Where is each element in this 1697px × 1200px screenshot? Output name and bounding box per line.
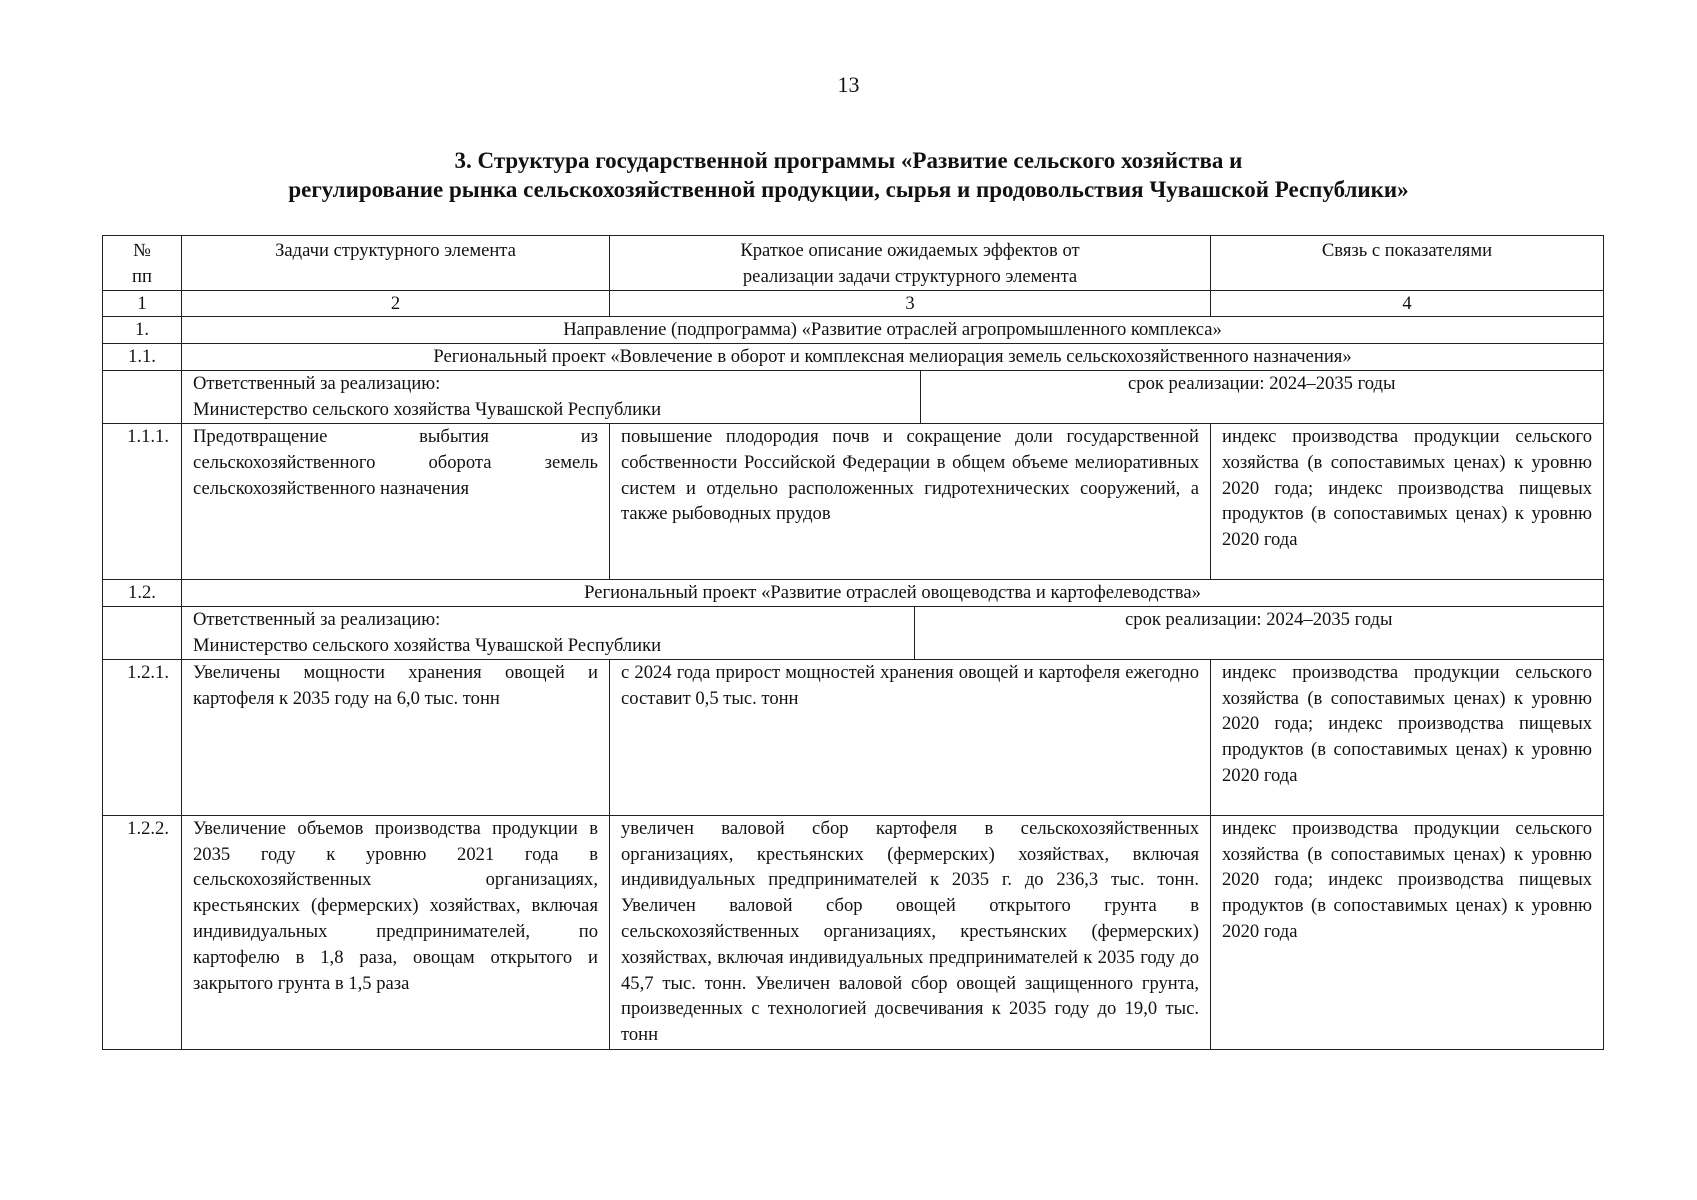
column-number: 2 <box>182 290 610 317</box>
project-responsible-row <box>103 606 1604 659</box>
task-number: 1.1.1. <box>103 423 182 579</box>
responsible-label: Ответственный за реализацию: <box>193 372 441 394</box>
project-responsible-row <box>103 370 1604 423</box>
responsible-cell <box>182 606 1604 659</box>
header-number <box>103 236 182 291</box>
column-number: 3 <box>610 290 1211 317</box>
project-number: 1.2. <box>103 579 182 606</box>
task-description: Увеличение объемов производства продукции в 2035 году к уровню 2021 года в сельскохозяйственных организациях, крестьянских (фермерских) хозяйствах, включая индивидуальных предпринимателей, по картофелю в 1,8 раза, овощам открытого и закрытого грунта в 1,5 раза <box>182 815 610 1049</box>
empty-cell <box>103 606 182 659</box>
project-title: Региональный проект «Вовлечение в оборот и комплексная мелиорация земель сельскохозяйственного назначения» <box>182 344 1604 371</box>
task-row <box>103 423 1604 579</box>
responsible-name: Министерство сельского хозяйства Чувашской Республики <box>193 634 662 656</box>
task-effect: увеличен валовой сбор картофеля в сельскохозяйственных организациях, крестьянских (фермерских) хозяйствах, включая индивидуальных предпринимателей к 2035 г. до 236,3 тыс. тонн. Увеличен валовой сбор овощей открытого грунта в сельскохозяйственных организациях, крестьянских (фермерских) хозяйствах, включая индивидуальных предпринимателей к 2035 году до 45,7 тыс. тонн. Увеличен валовой сбор овощей защищенного грунта, произведенных с технологией досвечивания к 2035 году до 19,0 тыс. тонн <box>610 815 1211 1049</box>
responsible-inner-table <box>182 607 1603 659</box>
column-numbers-row <box>103 290 1604 317</box>
header-effects <box>610 236 1211 291</box>
task-description: Предотвращение выбытия из сельскохозяйственного оборота земель сельскохозяйственного назначения <box>182 423 610 579</box>
task-description: Увеличены мощности хранения овощей и картофеля к 2035 году на 6,0 тыс. тонн <box>182 659 610 815</box>
task-effect: с 2024 года прирост мощностей хранения овощей и картофеля ежегодно составит 0,5 тыс. тонн <box>610 659 1211 815</box>
header-indicators: Связь с показателями <box>1211 236 1604 291</box>
header-effects-line1: Краткое описание ожидаемых эффектов от <box>740 240 1080 261</box>
page-number: 13 <box>837 72 860 97</box>
responsible-label: Ответственный за реализацию: <box>193 608 441 630</box>
column-number: 1 <box>103 290 182 317</box>
task-indicators: индекс производства продукции сельского хозяйства (в сопоставимых ценах) к уровню 2020 года; индекс производства пищевых продуктов (в сопоставимых ценах) к уровню 2020 года <box>1211 423 1604 579</box>
responsible-block <box>182 371 920 423</box>
table-header-row <box>103 236 1604 291</box>
responsible-block <box>182 607 914 659</box>
responsible-name: Министерство сельского хозяйства Чувашской Республики <box>193 398 662 420</box>
direction-number: 1. <box>103 317 182 344</box>
program-structure-table <box>102 235 1604 1050</box>
title-line-1: 3. Структура государственной программы «Развитие сельского хозяйства и <box>454 148 1243 173</box>
project-number: 1.1. <box>103 344 182 371</box>
task-indicators: индекс производства продукции сельского хозяйства (в сопоставимых ценах) к уровню 2020 года; индекс производства пищевых продуктов (в сопоставимых ценах) к уровню 2020 года <box>1211 815 1604 1049</box>
document-title <box>0 146 1697 204</box>
task-row <box>103 659 1604 815</box>
implementation-term: срок реализации: 2024–2035 годы <box>920 371 1603 423</box>
project-row <box>103 344 1604 371</box>
task-number: 1.2.1. <box>103 659 182 815</box>
task-row <box>103 815 1604 1049</box>
responsible-inner-table <box>182 371 1603 423</box>
header-tasks: Задачи структурного элемента <box>182 236 610 291</box>
responsible-cell <box>182 370 1604 423</box>
task-number: 1.2.2. <box>103 815 182 1049</box>
column-number: 4 <box>1211 290 1604 317</box>
title-line-2: регулирование рынка сельскохозяйственной продукции, сырья и продовольствия Чувашской Республики» <box>288 177 1409 202</box>
direction-row <box>103 317 1604 344</box>
project-row <box>103 579 1604 606</box>
implementation-term: срок реализации: 2024–2035 годы <box>914 607 1603 659</box>
header-effects-line2: реализации задачи структурного элемента <box>742 265 1078 287</box>
header-number-line1: № <box>133 240 151 261</box>
header-number-line2: пп <box>132 265 152 287</box>
project-title: Региональный проект «Развитие отраслей овощеводства и картофелеводства» <box>182 579 1604 606</box>
empty-cell <box>103 370 182 423</box>
direction-title: Направление (подпрограмма) «Развитие отраслей агропромышленного комплекса» <box>182 317 1604 344</box>
task-effect: повышение плодородия почв и сокращение доли государственной собственности Российской Федерации в общем объеме мелиоративных систем и отдельно расположенных гидротехнических сооружений, а также рыбоводных прудов <box>610 423 1211 579</box>
task-indicators: индекс производства продукции сельского хозяйства (в сопоставимых ценах) к уровню 2020 года; индекс производства пищевых продуктов (в сопоставимых ценах) к уровню 2020 года <box>1211 659 1604 815</box>
